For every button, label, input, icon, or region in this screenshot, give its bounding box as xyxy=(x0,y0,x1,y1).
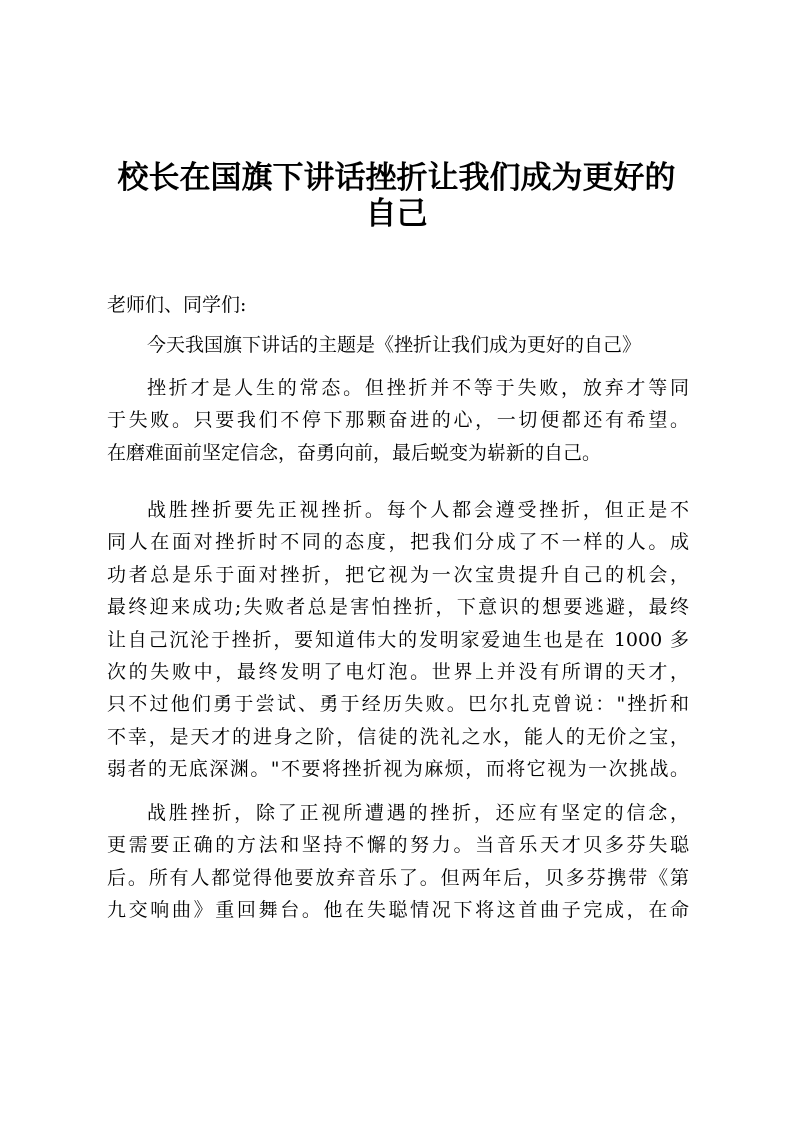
paragraph-line: 更需要正确的方法和坚持不懈的努力。当音乐天才贝多芬失聪 xyxy=(107,834,689,857)
paragraph-line: 今天我国旗下讲话的主题是《挫折让我们成为更好的自己》 xyxy=(147,334,642,356)
title-line-1: 校长在国旗下讲话挫折让我们成为更好的 xyxy=(117,160,676,196)
paragraph-4 xyxy=(107,797,689,927)
salutation xyxy=(107,289,689,321)
title-line-2: 自己 xyxy=(365,196,428,232)
paragraph-line: 同人在面对挫折时不同的态度，把我们分成了不一样的人。成 xyxy=(107,531,689,554)
paragraph-1 xyxy=(107,329,689,361)
paragraph-line: 在磨难面前坚定信念，奋勇向前，最后蜕变为崭新的自己。 xyxy=(107,441,602,464)
paragraph-line: 功者总是乐于面对挫折，把它视为一次宝贵提升自己的机会， xyxy=(107,563,689,586)
paragraph-2 xyxy=(107,372,689,469)
paragraph-line: 只不过他们勇于尝试、勇于经历失败。巴尔扎克曾说："挫折和 xyxy=(107,693,689,716)
paragraph-line: 次的失败中，最终发明了电灯泡。世界上并没有所谓的天才， xyxy=(107,660,689,683)
paragraph-line: 挫折才是人生的常态。但挫折并不等于失败，放弃才等同 xyxy=(147,377,689,399)
paragraph-3 xyxy=(107,494,689,786)
paragraph-line: 战胜挫折要先正视挫折。每个人都会遵受挫折，但正是不 xyxy=(147,499,689,521)
paragraph-line: 让自己沉沦于挫折，要知道伟大的发明家爱迪生也是在 1000 多 xyxy=(107,628,689,651)
paragraph-line: 于失败。只要我们不停下那颗奋进的心，一切便都还有希望。 xyxy=(107,409,689,432)
salutation-text: 老师们、同学们: xyxy=(107,294,247,316)
paragraph-line: 不幸，是天才的进身之阶，信徒的洗礼之水，能人的无价之宝， xyxy=(107,725,689,748)
paragraph-line: 九交响曲》重回舞台。他在失聪情况下将这首曲子完成，在命 xyxy=(107,899,689,922)
paragraph-line: 后。所有人都觉得他要放弃音乐了。但两年后，贝多芬携带《第 xyxy=(107,866,689,889)
paragraph-line: 战胜挫折，除了正视所遭遇的挫折，还应有坚定的信念， xyxy=(147,802,689,824)
paragraph-line: 弱者的无底深渊。"不要将挫折视为麻烦，而将它视为一次挑战。 xyxy=(107,758,689,781)
document-title xyxy=(100,160,693,232)
paragraph-line: 最终迎来成功;失败者总是害怕挫折，下意识的想要逃避，最终 xyxy=(107,596,689,619)
